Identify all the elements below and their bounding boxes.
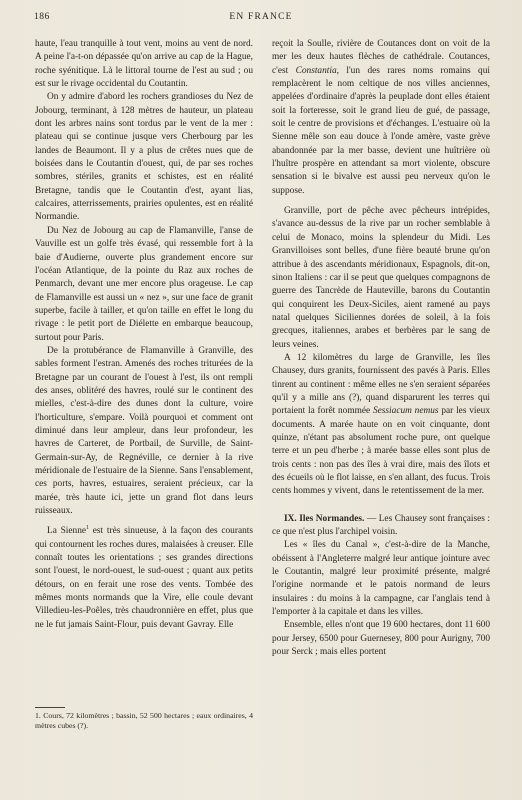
page-number: 186 [34, 12, 50, 22]
text-run: reçoit la Soulle, rivière de Coutances dont on voit de la mer les deux hautes flèches de cathédrale. Coutances, c'est [272, 39, 490, 76]
running-header [34, 12, 488, 26]
section-heading: IX. Iles Normandes. [284, 513, 365, 524]
footnote: 1. Cours, 72 kilomètres ; bassin, 52 500 hectares ; eaux ordinaires, 4 mètres cubes (?). [35, 711, 253, 731]
italic-term: Constantia [295, 65, 337, 76]
paragraph [272, 38, 490, 198]
text-run: par les vieux documents. A marée haute on en voit cinquante, dont quinze, n'étant pas absolument roche pure, ont quelque terre et un peu d'herbe ; à marée basse elles sont plus de trois cents : non pas des îles à vrai dire, mais des îlots et des écueils où le flot laisse, en s'en allant, des fucus. Trois cents hommes y vivent, dans le retentissement de la mer. [272, 406, 491, 497]
paragraph [35, 525, 253, 632]
paragraph: On y admire d'abord les rochers grandioses du Nez de Jobourg, terminant, à 128 mètres de hauteur, un plateau dont les arbres nains sont tordus par le vent de la mer : plateau qui se continue jusque vers Cherbourg par les landes de Beaumont. Il y a plus de crêtes nues que de boisées dans le Coutantin d'ouest, qui, de par ses roches sombres, stériles, granits et schistes, est en réalité Bretagne, tandis que le Coutantin d'est, ayant lias, calcaires, atterrissements, prairies opulentes, est en réalité Normandie. [35, 92, 253, 223]
paragraph: Granville, port de pêche avec pêcheurs intrépides, s'avance au-dessus de la rive par un rocher semblable à celui de Monaco, moins la splendeur du Midi. Les Granvilloises sont belles, d'une fière beauté brune qu'on attribue à des ascendants méridionaux, Espagnols, dit-on, sinon Italiens : car il se peut que quelques compagnons de guerre des Tancrède de Hauteville, barons du Coutantin qui conquirent les Deux-Siciles, aient ramené au pays natal quelques Siciliennes dorées de soleil, à la fois grecques, italiennes, arabes et berbères par le sang de leurs veines. [272, 206, 490, 350]
italic-term: Sessiacum nemus [372, 406, 439, 417]
section-paragraph [272, 513, 490, 540]
text-run: — Les Chausey sont françaises : ce que n'est plus l'archipel voisin. [272, 513, 490, 538]
paragraph: Ensemble, elles n'ont que 19 600 hectares, dont 11 600 pour Jersey, 6500 pour Guernesey, 800 pour Aurigny, 700 pour Serck ; mais elles portent [272, 620, 490, 658]
paragraph: Du Nez de Jobourg au cap de Flamanville, l'anse de Vauville est un golfe très évasé, qui ressemble fort à la baie d'Audierne, ouverte plus grandement encore sur l'océan Atlantique, de la pointe du Raz aux roches de Penmarch, devant une mer encore plus orageuse. Le cap de Flamanville est aussi un « nez », sur une face de granit superbe, facile à tailler, et qu'on taille en effet le long du rivage : le petit port de Diélette en embarque beaucoup, surtout pour Paris. [35, 225, 253, 343]
paragraph: De la protubérance de Flamanville à Granville, des sables forment l'estran. Amenés des roches triturées de la Bretagne par un courant de l'ouest à l'est, ils ont rempli des anses, oblitéré des havres, roulé sur le continent des mielles, c'est-à-dire des dunes dont la culture, voire l'horticulture, s'empare. Voilà pourquoi et comment ont diminué dans leur ampleur, dans leur profondeur, les havres de Carteret, de Portbail, de Surville, de Saint-Germain-sur-Ay, de Regnéville, ce dernier à la rive méridionale de l'estuaire de la Sienne. Sans l'ensablement, ces ports, havres, estuaires, seraient précieux, car la marée, très haute ici, jette un grand flot dans leurs ruisseaux. [35, 345, 253, 517]
paragraph [272, 352, 490, 499]
text-run: A 12 kilomètres du large de Granville, les îles Chausey, durs granits, fournissent des pavés à Paris. Elles tinrent au continent : même elles ne s'en seraient séparées qu'il y a mille ans (?), quand disparurent les terres qui portaient la forêt nommée [272, 352, 490, 417]
left-column [35, 38, 253, 632]
right-column [272, 38, 490, 659]
text-run: , l'un des rares noms romains qui remplacèrent le nom celtique de nos villes anciennes, appelées d'ordinaire d'après la peuplade dont elles étaient soit la forteresse, soit le grand lieu de gué, de passage, soit le centre de provisions et d'échanges. L'estuaire où la Sienne mêle son eau douce à l'onde amère, vaste grève abandonnée par la mer basse, devient une huîtrière où l'huître prospère en attendant sa mort violente, obscure sensation si le bivalve est aussi peu nerveux qu'on le suppose. [272, 65, 490, 196]
footnote-ref: 1 [86, 525, 90, 532]
paragraph: Les « îles du Canal », c'est-à-dire de la Manche, obéissent à l'Angleterre malgré leur antique jointure avec le Coutantin, malgré leur proximité présente, malgré l'origine normande et le patois normand de leurs insulaires : du moins à la campagne, car l'anglais tend à l'emporter à la capitale et dans les villes. [272, 540, 490, 618]
footnote-rule [35, 707, 65, 708]
running-title: EN FRANCE [229, 12, 293, 22]
text-run: est très sinueuse, à la façon des courants qui contournent les roches dures, malaisées à creuser. Elle connaît toutes les orientations ; ses grandes directions sont l'ouest, le nord-ouest, le sud-ouest ; quant aux petits détours, on en ferait une rose des vents. Tombée des mêmes monts normands que la Vire, elle coule devant Villedieu-les-Poêles, très chaudronnière en effet, plus que ne le fut jamais Saint-Flour, puis devant Gavray. Elle [35, 526, 253, 630]
text-run: La Sienne [47, 526, 87, 537]
paragraph: haute, l'eau tranquille à tout vent, moins au vent de nord. A peine l'a-t-on dépassée qu'on arrive au cap de la Hague, roche syénitique. Là le littoral tourne de l'est au sud ; ou est sur le rivage occidental du Coutantin. [35, 39, 253, 90]
